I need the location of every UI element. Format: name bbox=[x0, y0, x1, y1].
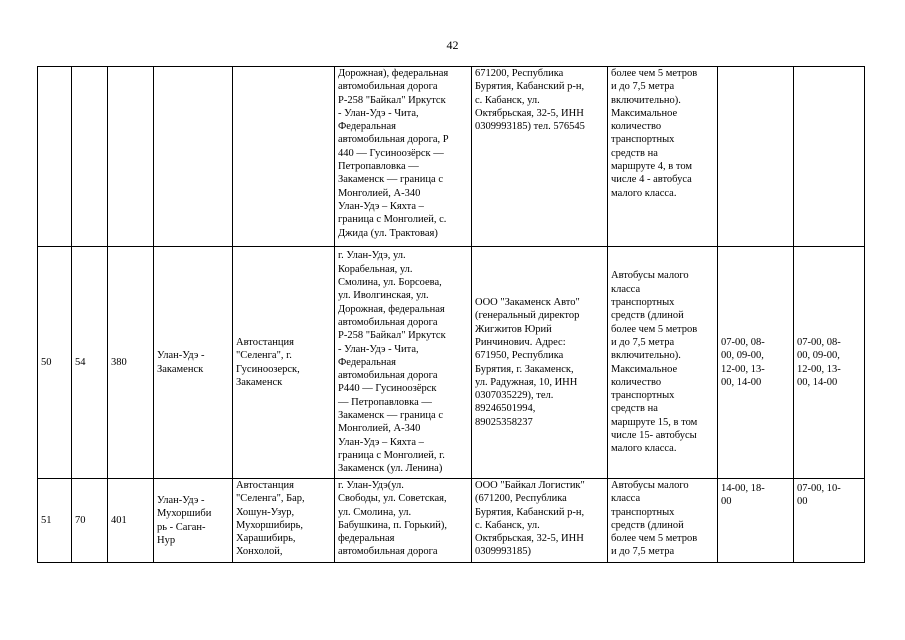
vehicles-cell: Автобусы малого класса транспортных средств (длиной более чем 5 метров и до 7,5 метра включительно). Максимальное количество транспортных средств на маршруте 15, в том числе 15- автобусы малого класса. bbox=[608, 247, 718, 479]
row-number-cell: 50 bbox=[38, 247, 72, 479]
row-number-cell bbox=[38, 67, 72, 247]
schedule-forward-cell bbox=[718, 67, 794, 247]
carrier-cell: ООО "Байкал Логистик" (671200, Республика Бурятия, Кабанский р-н, с. Кабанск, ул. Октябрьская, 32-5, ИНН 0309993185) bbox=[472, 479, 608, 563]
vehicles-cell: более чем 5 метров и до 7,5 метра включительно). Максимальное количество транспортных средств на маршруте 4, в том числе 4 - автобуса малого класса. bbox=[608, 67, 718, 247]
schedule-back-cell: 07-00, 08- 00, 09-00, 12-00, 13- 00, 14-00 bbox=[794, 247, 865, 479]
table-row bbox=[38, 247, 865, 479]
route-number-cell: 401 bbox=[108, 479, 154, 563]
page-number: 42 bbox=[446, 38, 459, 52]
schedule-back-cell bbox=[794, 67, 865, 247]
carrier-cell: 671200, Республика Бурятия, Кабанский р-н, с. Кабанск, ул. Октябрьская, 32-5, ИНН 0309993185) тел. 576545 bbox=[472, 67, 608, 247]
route-number-cell: 380 bbox=[108, 247, 154, 479]
streets-cell: Дорожная), федеральная автомобильная дорога Р-258 "Байкал" Иркутск - Улан-Удэ - Чита, Федеральная автомобильная дорога, Р 440 — Гусиноозёрск — Петропавловка — Закаменск — граница с Монголией, А-340 Улан-Удэ – Кяхта – граница с Монголией, с. Джида (ул. Трактовая) bbox=[335, 67, 472, 247]
route-name-cell bbox=[154, 67, 233, 247]
streets-cell: г. Улан-Удэ(ул. Свободы, ул. Советская, ул. Смолина, ул. Бабушкина, п. Горький), федеральная автомобильная дорога bbox=[335, 479, 472, 563]
registry-number-cell bbox=[72, 67, 108, 247]
registry-number-cell: 70 bbox=[72, 479, 108, 563]
stops-cell: Автостанция "Селенга", г. Гусиноозерск, Закаменск bbox=[233, 247, 335, 479]
streets-cell: г. Улан-Удэ, ул. Корабельная, ул. Смолина, ул. Борсоева, ул. Иволгинская, ул. Дорожная, федеральная автомобильная дорога Р-258 "Байкал" Иркутск - Улан-Удэ - Чита, Федеральная автомобильная дорога Р440 — Гусиноозёрск — Петропавловка — Закаменск — граница с Монголией, А-340 Улан-Удэ – Кяхта – граница с Монголией, г. Закаменск (ул. Ленина) bbox=[335, 247, 472, 479]
routes-table bbox=[37, 66, 865, 563]
vehicles-cell: Автобусы малого класса транспортных средств (длиной более чем 5 метров и до 7,5 метра bbox=[608, 479, 718, 563]
schedule-forward-cell: 07-00, 08- 00, 09-00, 12-00, 13- 00, 14-00 bbox=[718, 247, 794, 479]
schedule-forward-cell: 14-00, 18- 00 bbox=[718, 479, 794, 563]
table-row bbox=[38, 479, 865, 563]
carrier-cell: ООО "Закаменск Авто" (генеральный директор Жигжитов Юрий Ринчинович. Адрес: 671950, Республика Бурятия, г. Закаменск, ул. Радужная, 10, ИНН 0307035229), тел. 89246501994, 89025358237 bbox=[472, 247, 608, 479]
registry-number-cell: 54 bbox=[72, 247, 108, 479]
table-row bbox=[38, 67, 865, 247]
route-number-cell bbox=[108, 67, 154, 247]
schedule-back-cell: 07-00, 10- 00 bbox=[794, 479, 865, 563]
stops-cell: Автостанция "Селенга", Бар, Хошун-Узур, Мухоршибирь, Харашибирь, Хонхолой, bbox=[233, 479, 335, 563]
route-name-cell: Улан-Удэ - Мухоршиби рь - Саган- Нур bbox=[154, 479, 233, 563]
stops-cell bbox=[233, 67, 335, 247]
row-number-cell: 51 bbox=[38, 479, 72, 563]
route-name-cell: Улан-Удэ - Закаменск bbox=[154, 247, 233, 479]
